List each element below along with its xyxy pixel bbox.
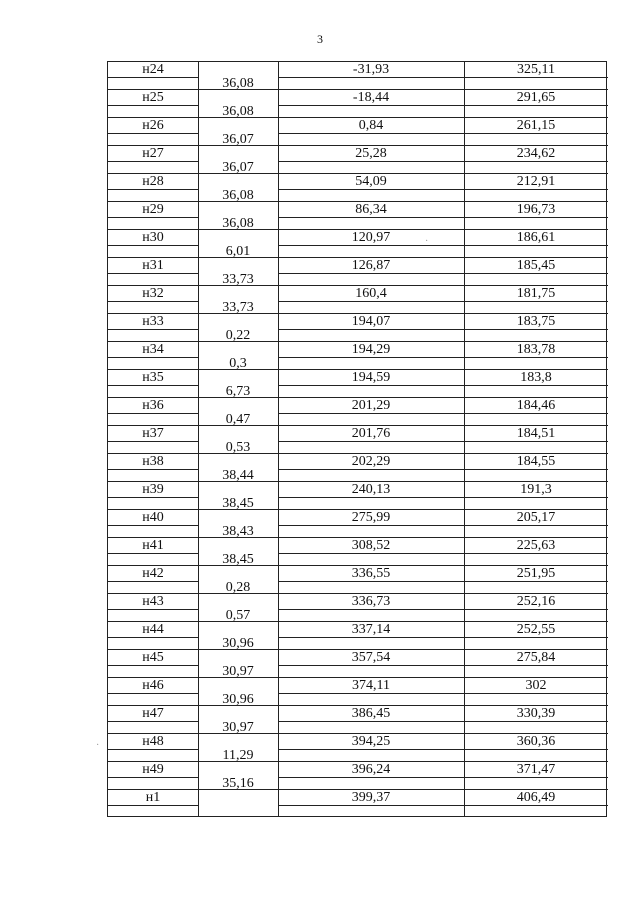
- cell-underline: [278, 805, 464, 806]
- cell-underline: [108, 161, 198, 162]
- segment-length: 36,08: [222, 188, 254, 203]
- y-coordinate: 234,62: [516, 146, 556, 161]
- margin-mark: ·: [96, 740, 100, 751]
- segment-length: 0,3: [229, 356, 247, 371]
- cell-underline: [108, 329, 198, 330]
- cell-underline: [278, 133, 464, 134]
- cell-underline: [278, 637, 464, 638]
- cell-underline: [278, 553, 464, 554]
- x-coordinate: 120,97: [351, 230, 391, 245]
- x-coordinate: 194,29: [351, 342, 391, 357]
- cell-underline: [108, 301, 198, 302]
- point-label: н38: [142, 454, 164, 469]
- cell-underline: [108, 693, 198, 694]
- cell-underline: [108, 637, 198, 638]
- cell-underline: [278, 413, 464, 414]
- x-coordinate: 86,34: [355, 202, 387, 217]
- cell-underline: [108, 497, 198, 498]
- cell-underline: [108, 749, 198, 750]
- x-coordinate: 336,55: [351, 566, 391, 581]
- cell-underline: [108, 133, 198, 134]
- cell-underline: [464, 609, 608, 610]
- cell-underline: [464, 385, 608, 386]
- x-coordinate: 396,24: [351, 762, 391, 777]
- point-label: н24: [142, 62, 164, 77]
- cell-underline: [108, 273, 198, 274]
- segment-length: 38,45: [222, 496, 254, 511]
- cell-underline: [464, 805, 608, 806]
- x-coordinate: 275,99: [351, 510, 391, 525]
- segment-length: 38,45: [222, 552, 254, 567]
- point-label: н47: [142, 706, 164, 721]
- segment-length: 36,07: [222, 160, 254, 175]
- cell-underline: [464, 301, 608, 302]
- x-coordinate: 399,37: [351, 790, 391, 805]
- cell-underline: [108, 245, 198, 246]
- point-label: н34: [142, 342, 164, 357]
- cell-underline: [278, 497, 464, 498]
- cell-underline: [278, 441, 464, 442]
- cell-underline: [464, 777, 608, 778]
- cell-underline: [464, 245, 608, 246]
- cell-underline: [278, 329, 464, 330]
- segment-length: 36,08: [222, 76, 254, 91]
- cell-underline: [108, 357, 198, 358]
- cell-underline: [464, 553, 608, 554]
- segment-length: 0,47: [225, 412, 251, 427]
- point-label: н30: [142, 230, 164, 245]
- cell-underline: [464, 217, 608, 218]
- cell-underline: [108, 721, 198, 722]
- cell-underline: [108, 609, 198, 610]
- y-coordinate: 212,91: [516, 174, 556, 189]
- page-number: 3: [317, 32, 323, 46]
- cell-underline: [464, 469, 608, 470]
- x-coordinate: 337,14: [351, 622, 391, 637]
- segment-length: 35,16: [222, 776, 254, 791]
- point-label: н45: [142, 650, 164, 665]
- y-coordinate: 302: [525, 678, 547, 693]
- segment-length: 36,08: [222, 104, 254, 119]
- y-coordinate: 371,47: [516, 762, 556, 777]
- segment-length: 6,01: [225, 244, 251, 259]
- y-coordinate: 191,3: [520, 482, 552, 497]
- segment-length: 33,73: [222, 272, 254, 287]
- y-coordinate: 186,61: [516, 230, 556, 245]
- cell-underline: [108, 525, 198, 526]
- segment-length: 11,29: [222, 748, 254, 763]
- segment-length: 0,57: [225, 608, 251, 623]
- y-coordinate: 185,45: [516, 258, 556, 273]
- cell-underline: [464, 133, 608, 134]
- cell-underline: [108, 189, 198, 190]
- cell-underline: [464, 497, 608, 498]
- cell-underline: [108, 77, 198, 78]
- x-coordinate: 374,11: [352, 678, 390, 693]
- point-label: н26: [142, 118, 164, 133]
- x-coordinate: 308,52: [351, 538, 391, 553]
- y-coordinate: 184,46: [516, 398, 556, 413]
- cell-underline: [464, 693, 608, 694]
- y-coordinate: 196,73: [516, 202, 556, 217]
- point-label: н39: [142, 482, 164, 497]
- y-coordinate: 183,75: [516, 314, 556, 329]
- point-label: н49: [142, 762, 164, 777]
- cell-underline: [464, 161, 608, 162]
- point-label: н27: [142, 146, 164, 161]
- cell-underline: [464, 637, 608, 638]
- cell-underline: [464, 77, 608, 78]
- cell-underline: [464, 105, 608, 106]
- x-coordinate: 160,4: [355, 286, 387, 301]
- x-coordinate: 201,76: [351, 426, 391, 441]
- cell-underline: [464, 189, 608, 190]
- x-coordinate: -18,44: [352, 90, 390, 105]
- point-label: н37: [142, 426, 164, 441]
- y-coordinate: 252,16: [516, 594, 556, 609]
- x-coordinate: 386,45: [351, 706, 391, 721]
- cell-underline: [278, 469, 464, 470]
- segment-length: 36,08: [222, 216, 254, 231]
- margin-mark: ·: [425, 236, 429, 247]
- y-coordinate: 325,11: [517, 62, 555, 77]
- segment-length: 30,97: [222, 664, 254, 679]
- cell-underline: [278, 217, 464, 218]
- cell-underline: [278, 301, 464, 302]
- cell-underline: [464, 525, 608, 526]
- cell-underline: [108, 441, 198, 442]
- y-coordinate: 291,65: [516, 90, 556, 105]
- segment-length: 38,43: [222, 524, 254, 539]
- x-coordinate: 54,09: [355, 174, 387, 189]
- segment-length: 36,07: [222, 132, 254, 147]
- segment-length: 0,28: [225, 580, 251, 595]
- x-coordinate: 357,54: [351, 650, 391, 665]
- cell-underline: [108, 217, 198, 218]
- y-coordinate: 251,95: [516, 566, 556, 581]
- cell-underline: [108, 385, 198, 386]
- cell-underline: [278, 609, 464, 610]
- point-label: н35: [142, 370, 164, 385]
- y-coordinate: 225,63: [516, 538, 556, 553]
- cell-underline: [464, 581, 608, 582]
- point-label: н32: [142, 286, 164, 301]
- cell-underline: [278, 189, 464, 190]
- cell-underline: [108, 805, 198, 806]
- x-coordinate: 25,28: [355, 146, 387, 161]
- y-coordinate: 275,84: [516, 650, 556, 665]
- x-coordinate: 126,87: [351, 258, 391, 273]
- x-coordinate: 336,73: [351, 594, 391, 609]
- cell-underline: [108, 665, 198, 666]
- cell-underline: [464, 665, 608, 666]
- point-label: н36: [142, 398, 164, 413]
- segment-length: 33,73: [222, 300, 254, 315]
- cell-underline: [278, 581, 464, 582]
- y-coordinate: 406,49: [516, 790, 556, 805]
- cell-underline: [278, 777, 464, 778]
- point-label: н43: [142, 594, 164, 609]
- segment-length: 30,97: [222, 720, 254, 735]
- point-label: н40: [142, 510, 164, 525]
- point-label: н1: [145, 790, 161, 805]
- x-coordinate: 394,25: [351, 734, 391, 749]
- segment-length: 30,96: [222, 692, 254, 707]
- cell-underline: [278, 665, 464, 666]
- point-label: н44: [142, 622, 164, 637]
- x-coordinate: 194,59: [351, 370, 391, 385]
- point-label: н29: [142, 202, 164, 217]
- point-label: н25: [142, 90, 164, 105]
- cell-underline: [278, 273, 464, 274]
- point-label: н42: [142, 566, 164, 581]
- cell-underline: [278, 245, 464, 246]
- y-coordinate: 205,17: [516, 510, 556, 525]
- cell-underline: [464, 721, 608, 722]
- cell-underline: [108, 413, 198, 414]
- segment-length: 0,53: [225, 440, 251, 455]
- point-label: н33: [142, 314, 164, 329]
- y-coordinate: 181,75: [516, 286, 556, 301]
- x-coordinate: 201,29: [351, 398, 391, 413]
- x-coordinate: 0,84: [358, 118, 384, 133]
- x-coordinate: 240,13: [351, 482, 391, 497]
- y-coordinate: 360,36: [516, 734, 556, 749]
- cell-underline: [108, 553, 198, 554]
- y-coordinate: 184,55: [516, 454, 556, 469]
- cell-underline: [464, 273, 608, 274]
- cell-underline: [278, 525, 464, 526]
- cell-underline: [108, 777, 198, 778]
- point-label: н48: [142, 734, 164, 749]
- y-coordinate: 183,8: [520, 370, 552, 385]
- x-coordinate: 202,29: [351, 454, 391, 469]
- segment-length: 30,96: [222, 636, 254, 651]
- cell-underline: [278, 77, 464, 78]
- cell-underline: [464, 413, 608, 414]
- cell-underline: [278, 161, 464, 162]
- cell-underline: [108, 581, 198, 582]
- y-coordinate: 330,39: [516, 706, 556, 721]
- point-label: н41: [142, 538, 164, 553]
- y-coordinate: 184,51: [516, 426, 556, 441]
- cell-underline: [278, 105, 464, 106]
- coordinates-table: [107, 61, 607, 817]
- cell-underline: [278, 749, 464, 750]
- segment-length: 38,44: [222, 468, 254, 483]
- cell-underline: [278, 693, 464, 694]
- cell-underline: [108, 469, 198, 470]
- y-coordinate: 183,78: [516, 342, 556, 357]
- cell-underline: [108, 105, 198, 106]
- y-coordinate: 261,15: [516, 118, 556, 133]
- cell-underline: [464, 329, 608, 330]
- segment-length: 0,22: [225, 328, 251, 343]
- cell-underline: [464, 441, 608, 442]
- cell-underline: [464, 749, 608, 750]
- cell-underline: [278, 357, 464, 358]
- point-label: н46: [142, 678, 164, 693]
- cell-underline: [278, 721, 464, 722]
- point-label: н31: [142, 258, 164, 273]
- segment-length: 6,73: [225, 384, 251, 399]
- cell-underline: [464, 357, 608, 358]
- y-coordinate: 252,55: [516, 622, 556, 637]
- point-label: н28: [142, 174, 164, 189]
- x-coordinate: 194,07: [351, 314, 391, 329]
- cell-underline: [278, 385, 464, 386]
- x-coordinate: -31,93: [352, 62, 390, 77]
